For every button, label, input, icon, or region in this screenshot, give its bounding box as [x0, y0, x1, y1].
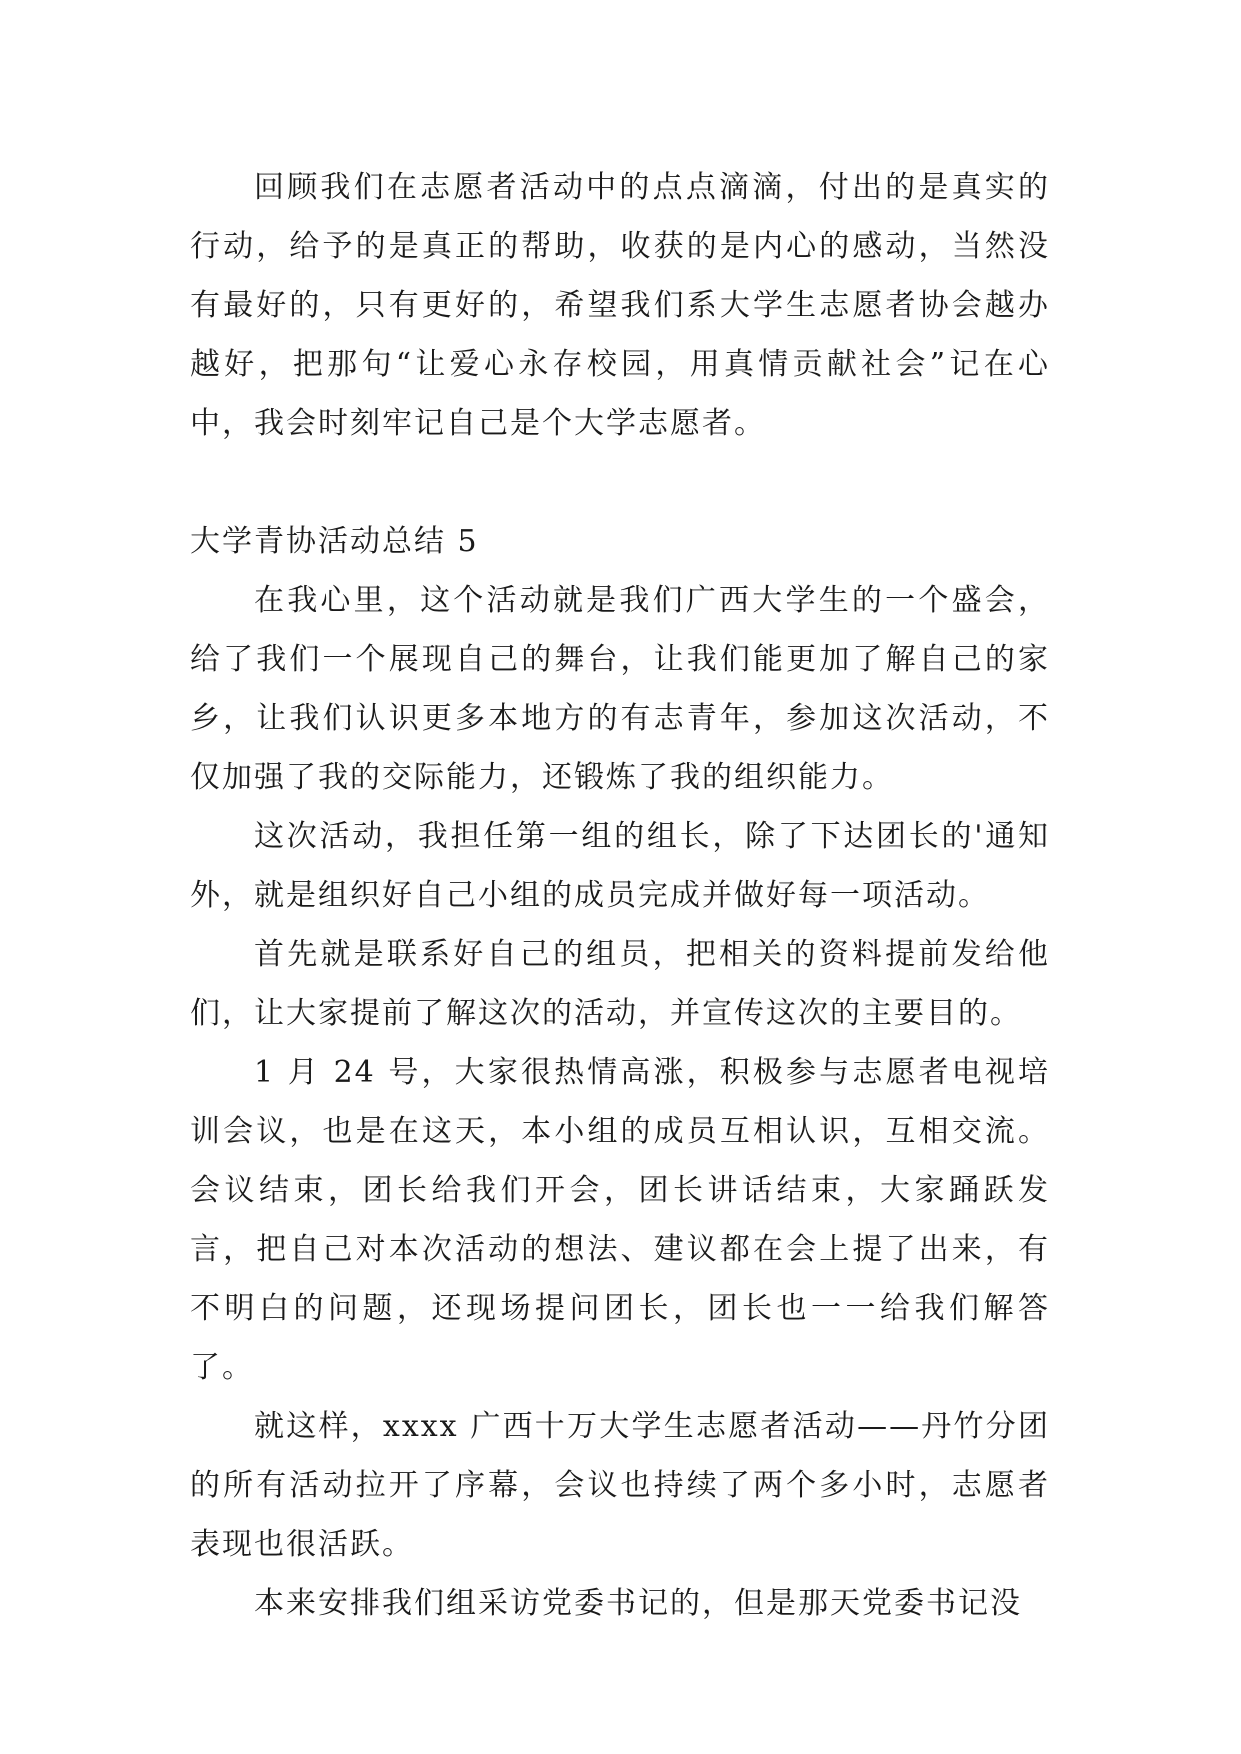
paragraph-2: 这次活动，我担任第一组的组长，除了下达团长的'通知外，就是组织好自己小组的成员完成并做好每一项活动。 [190, 819, 1050, 913]
paragraph-6: 本来安排我们组采访党委书记的，但是那天党委书记没 [254, 1586, 1022, 1621]
document-body [190, 158, 1050, 1633]
section-heading: 大学青协活动总结 5 [190, 524, 479, 559]
paragraph-reflection: 回顾我们在志愿者活动中的点点滴滴，付出的是真实的行动，给予的是真正的帮助，收获的是内心的感动，当然没有最好的，只有更好的，希望我们系大学生志愿者协会越办越好，把那句“让爱心永存校园，用真情贡献社会”记在心中，我会时刻牢记自己是个大学志愿者。 [190, 170, 1050, 441]
paragraph-3: 首先就是联系好自己的组员，把相关的资料提前发给他们，让大家提前了解这次的活动，并宣传这次的主要目的。 [190, 937, 1050, 1031]
paragraph-5: 就这样，xxxx 广西十万大学生志愿者活动——丹竹分团的所有活动拉开了序幕，会议也持续了两个多小时，志愿者表现也很活跃。 [190, 1409, 1050, 1562]
paragraph-1: 在我心里，这个活动就是我们广西大学生的一个盛会，给了我们一个展现自己的舞台，让我们能更加了解自己的家乡，让我们认识更多本地方的有志青年，参加这次活动，不仅加强了我的交际能力，还锻炼了我的组织能力。 [190, 583, 1050, 795]
paragraph-gap [190, 453, 1050, 512]
paragraph-4: 1 月 24 号，大家很热情高涨，积极参与志愿者电视培训会议，也是在这天，本小组的成员互相认识，互相交流。会议结束，团长给我们开会，团长讲话结束，大家踊跃发言，把自己对本次活动的想法、建议都在会上提了出来，有不明白的问题，还现场提问团长，团长也一一给我们解答了。 [190, 1055, 1050, 1385]
